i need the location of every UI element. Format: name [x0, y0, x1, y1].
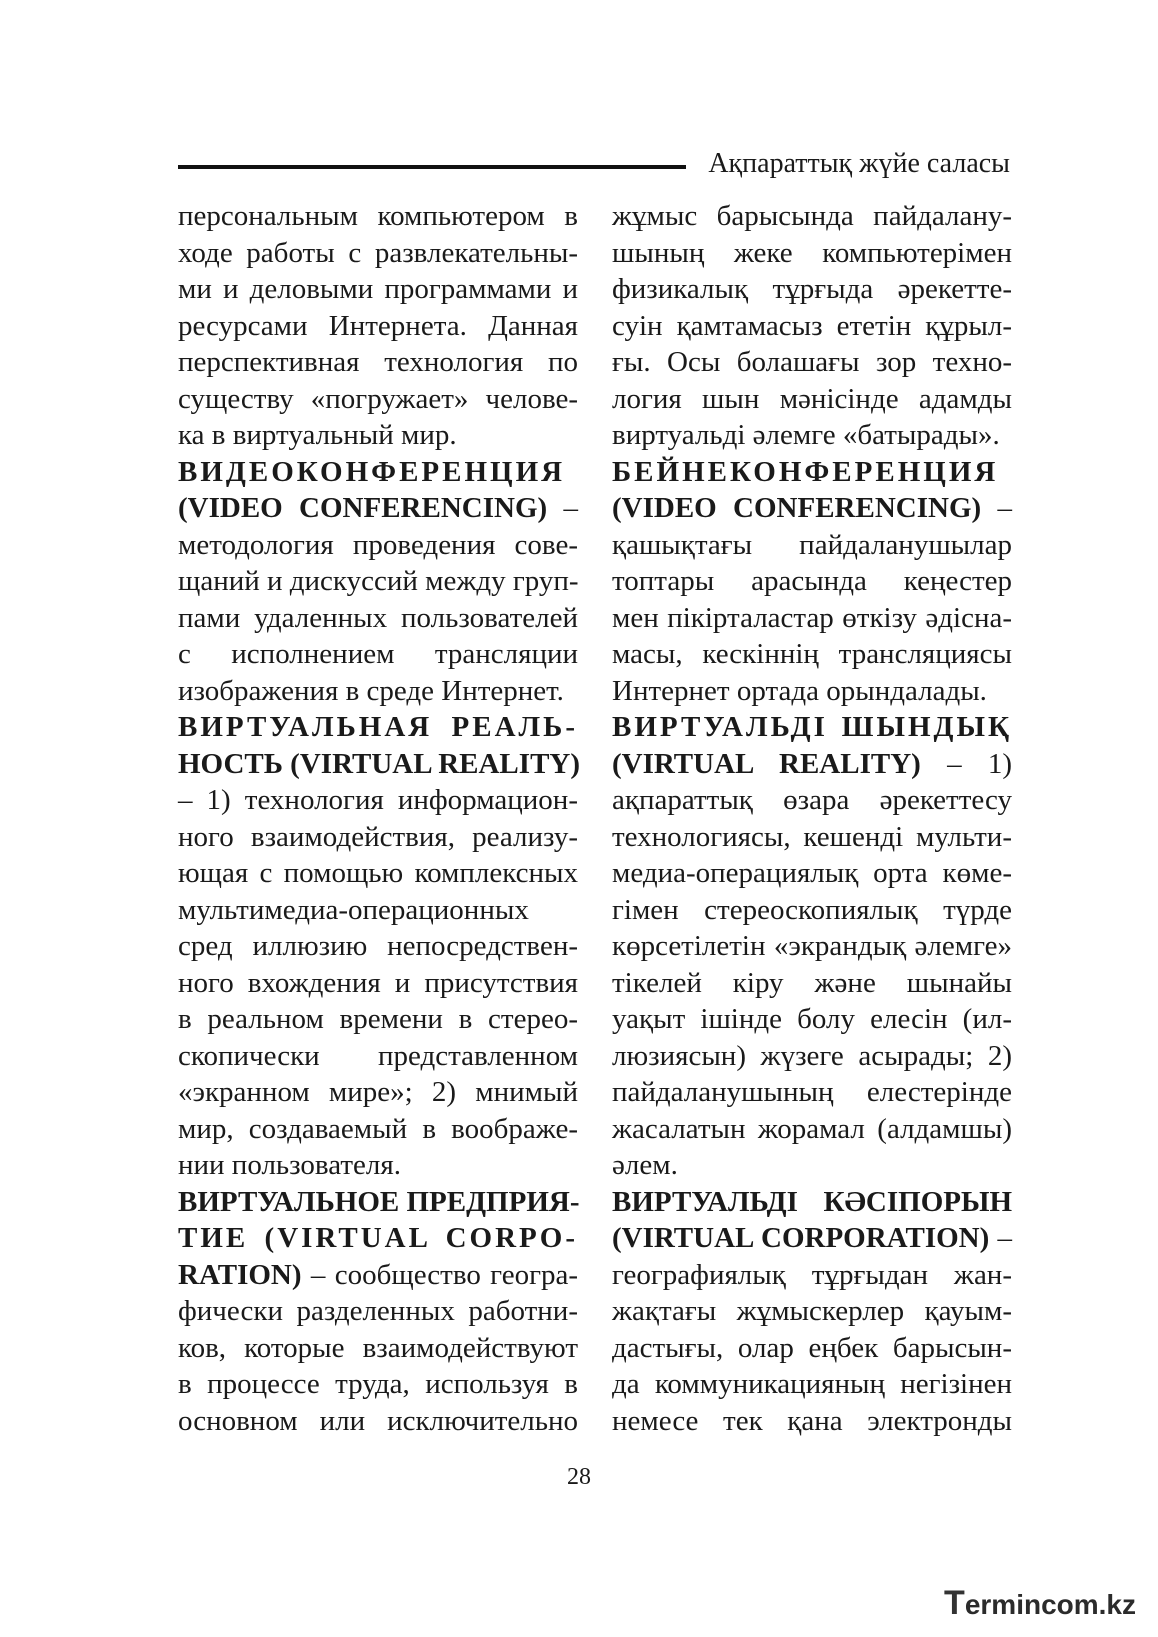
text-line [612, 1403, 1012, 1440]
term-heading: НОСТЬ (VIRTUAL REALITY) [178, 747, 581, 780]
term-heading: БЕЙНЕКОНФЕРЕНЦИЯ [612, 455, 999, 488]
text-line [612, 892, 1012, 929]
line-text: ного взаимодействия, реализу- [178, 820, 578, 853]
line-text: ющая с помощью комплексных [178, 857, 578, 889]
text-line [612, 673, 1012, 710]
line-text: жасалатын жорамал (алдамшы) [612, 1112, 1012, 1145]
text-line [612, 1293, 1012, 1330]
term-heading: ВИРТУАЛЬНАЯ РЕАЛЬ- [178, 711, 578, 743]
line-text: методология проведения сове- [178, 528, 578, 561]
left-column-russian [178, 198, 581, 1439]
line-text: ходе работы с развлекательны- [178, 236, 578, 269]
term-heading: RATION) [178, 1258, 302, 1291]
line-text: ми и деловыми программами и [178, 273, 578, 305]
text-line [178, 673, 578, 710]
term-heading: (VIRTUAL REALITY) [612, 747, 921, 780]
text-line [612, 198, 1012, 235]
text-line [178, 1074, 578, 1111]
line-text: дастығы, олар еңбек барысын- [612, 1331, 1012, 1364]
right-column-kazakh [612, 198, 1012, 1439]
text-line [178, 1038, 578, 1075]
text-line [612, 381, 1012, 418]
line-text: масы, кескіннің трансляциясы [612, 638, 1012, 670]
line-text: существу «погружает» челове- [178, 382, 578, 415]
line-text: уақыт ішінде болу елесін (ил- [612, 1003, 1012, 1035]
header-title: Ақпараттық жүйе саласы [708, 148, 1010, 179]
line-text: ақпараттық өзара әрекеттесу [612, 784, 1012, 816]
text-line [612, 855, 1012, 892]
line-text: в реальном времени в стерео- [178, 1003, 578, 1035]
term-heading: (VIRTUAL CORPORATION) [612, 1222, 990, 1254]
text-line [612, 490, 1012, 527]
text-line [178, 1147, 578, 1184]
running-header [178, 146, 1010, 186]
line-text: жұмыс барысында пайдалану- [612, 200, 1012, 232]
watermark-logo [944, 1583, 1136, 1623]
text-line [178, 381, 578, 418]
text-line [612, 235, 1012, 272]
text-line [612, 746, 1012, 783]
term-heading: ВИДЕОКОНФЕРЕНЦИЯ [178, 455, 566, 488]
header-rule [178, 165, 686, 169]
text-line [178, 1001, 578, 1038]
text-line [178, 965, 578, 1002]
text-line [178, 782, 578, 819]
line-text: логия шын мәнісінде адамды [612, 382, 1012, 415]
line-text: ного вхождения и присутствия [178, 966, 578, 999]
term-heading: ВИРТУАЛЬНОЕ ПРЕДПРИЯ- [178, 1185, 580, 1218]
line-text: «экранном мире»; 2) мнимый [178, 1076, 578, 1108]
line-text: шының жеке компьютерімен [612, 236, 1012, 269]
text-line [178, 235, 578, 272]
text-line [178, 344, 578, 381]
line-text: – 1) технология информацион- [178, 784, 578, 816]
text-line [612, 308, 1012, 345]
text-line [612, 271, 1012, 308]
text-line [612, 454, 1012, 491]
line-text: – [547, 492, 578, 524]
line-text: ресурсами Интернета. Данная [178, 309, 578, 342]
text-line [178, 819, 578, 856]
text-line [612, 1257, 1012, 1294]
line-text: немесе тек қана электронды [612, 1404, 1012, 1437]
line-text: скопически представленном [178, 1039, 578, 1072]
text-line [612, 1184, 1012, 1221]
text-line [178, 1257, 578, 1294]
text-line [178, 1293, 578, 1330]
text-line [178, 1111, 578, 1148]
text-line [612, 600, 1012, 637]
text-line [178, 892, 578, 929]
line-text: фически разделенных работни- [178, 1295, 578, 1327]
line-text: сред иллюзию непосредствен- [178, 930, 578, 962]
line-text: мультимедиа-операционных [178, 893, 529, 926]
text-line [178, 709, 578, 746]
line-text: – сообщество геогра- [301, 1258, 578, 1291]
line-text: мир, создаваемый в воображе- [178, 1112, 578, 1145]
line-text: Интернет ортада орындалады. [612, 674, 987, 707]
line-text: көрсетілетін «экрандық әлемге» [612, 930, 1012, 962]
term-heading: (VIDEO CONFERENCING) [612, 492, 982, 524]
line-text: ғы. Осы болашағы зор техно- [612, 346, 1012, 378]
text-line [178, 417, 578, 454]
text-line [612, 1111, 1012, 1148]
text-line [178, 855, 578, 892]
line-text: суін қамтамасыз ететін құрыл- [612, 309, 1012, 342]
term-heading: (VIDEO CONFERENCING) [178, 492, 548, 524]
line-text: пайдаланушының елестерінде [612, 1076, 1012, 1108]
text-line [612, 636, 1012, 673]
line-text: мен пікірталастар өткізу әдісна- [612, 601, 1012, 634]
line-text: нии пользователя. [178, 1149, 401, 1181]
line-text: да коммуникацияның негізінен [612, 1368, 1012, 1400]
text-line [178, 746, 581, 783]
line-text: физикалық тұрғыда әрекетте- [612, 273, 1012, 305]
line-text: щаний и дискуссий между груп- [178, 565, 579, 597]
text-line [178, 490, 578, 527]
text-line [178, 1366, 578, 1403]
watermark-text: Termincom.kz [944, 1583, 1136, 1622]
text-line [178, 271, 578, 308]
text-line [612, 819, 1012, 856]
line-text: изображения в среде Интернет. [178, 674, 564, 707]
text-line [178, 928, 578, 965]
text-line [178, 636, 578, 673]
text-line [612, 1366, 1012, 1403]
text-line [612, 965, 1012, 1002]
text-line [612, 344, 1012, 381]
line-text: – [981, 492, 1012, 524]
line-text: виртуальді әлемге «батырады». [612, 419, 1000, 451]
line-text: технологиясы, кешенді мульти- [612, 820, 1012, 853]
text-line [178, 600, 578, 637]
text-line [612, 563, 1012, 600]
text-line [612, 1330, 1012, 1367]
line-text: основном или исключительно [178, 1404, 578, 1437]
text-line [178, 308, 578, 345]
text-line [178, 454, 578, 491]
line-text: әлем. [612, 1149, 678, 1181]
text-line [612, 709, 1012, 746]
text-line [612, 1001, 1012, 1038]
line-text: с исполнением трансляции [178, 638, 578, 670]
text-line [612, 928, 1012, 965]
line-text: пами удаленных пользователей [178, 601, 578, 634]
term-heading: ВИРТУАЛЬДІ ШЫНДЫҚ [612, 711, 1012, 743]
text-line [178, 563, 578, 600]
line-text: перспективная технология по [178, 346, 578, 378]
line-text: ков, которые взаимодействуют [178, 1331, 578, 1364]
line-text: – 1) [920, 747, 1012, 780]
text-line [612, 782, 1012, 819]
line-text: ка в виртуальный мир. [178, 419, 457, 451]
line-text: қашықтағы пайдаланушылар [612, 528, 1012, 561]
text-line [612, 1074, 1012, 1111]
text-line [612, 417, 1012, 454]
term-heading: ВИРТУАЛЬДІ КӘСІПОРЫН [612, 1185, 1012, 1218]
line-text: – [989, 1222, 1013, 1254]
line-text: гімен стереоскопиялық түрде [612, 893, 1012, 926]
text-line [178, 1403, 578, 1440]
page-number: 28 [567, 1464, 591, 1490]
text-line [612, 1220, 1012, 1257]
text-line [178, 1184, 578, 1221]
line-text: топтары арасында кеңестер [612, 565, 1012, 597]
line-text: люзиясын) жүзеге асырады; 2) [612, 1039, 1012, 1072]
line-text: в процессе труда, используя в [178, 1368, 578, 1400]
text-line [178, 1330, 578, 1367]
text-line [178, 527, 578, 564]
line-text: жақтағы жұмыскерлер қауым- [612, 1295, 1012, 1327]
term-heading: ТИЕ (VIRTUAL CORPO- [178, 1222, 578, 1254]
text-line [612, 527, 1012, 564]
line-text: персональным компьютером в [178, 200, 578, 232]
line-text: географиялық тұрғыдан жан- [612, 1258, 1012, 1291]
line-text: медиа-операциялық орта көме- [612, 857, 1012, 889]
text-line [612, 1147, 1012, 1184]
text-line [178, 1220, 578, 1257]
text-line [178, 198, 578, 235]
line-text: тікелей кіру және шынайы [612, 966, 1012, 999]
text-line [612, 1038, 1012, 1075]
